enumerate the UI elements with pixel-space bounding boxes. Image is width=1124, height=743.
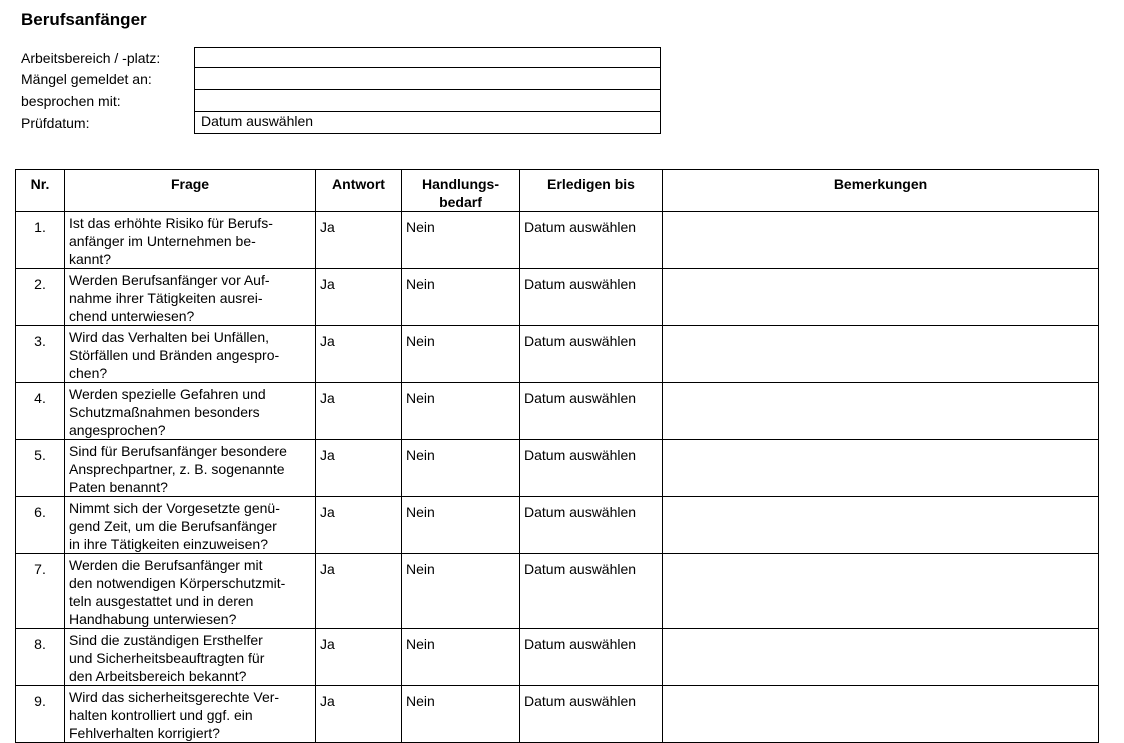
handlungsbedarf-dropdown[interactable]: Nein <box>402 269 520 326</box>
question-text-line: kannt? <box>69 251 112 267</box>
erledigen-bis-date-picker[interactable]: Datum auswählen <box>520 497 663 554</box>
row-number: 6. <box>16 497 65 554</box>
meta-row-pruefdatum <box>21 112 671 133</box>
header-handlungsbedarf-line1: Handlungs- <box>422 176 499 192</box>
handlungsbedarf-dropdown[interactable]: Nein <box>402 497 520 554</box>
question-text-line: Sind für Berufsanfänger besondere <box>69 443 287 459</box>
header-erledigen-bis: Erledigen bis <box>520 170 663 212</box>
question-text-line: Sind die zuständigen Ersthelfer <box>69 632 263 648</box>
row-number: 8. <box>16 629 65 686</box>
header-handlungsbedarf <box>402 170 520 212</box>
bemerkungen-field[interactable] <box>663 629 1099 686</box>
bemerkungen-field[interactable] <box>663 440 1099 497</box>
question-text-line: gend Zeit, um die Berufsanfänger <box>69 518 277 534</box>
question-text-line: Werden Berufsanfänger vor Auf- <box>69 272 270 288</box>
erledigen-bis-date-picker[interactable]: Datum auswählen <box>520 383 663 440</box>
bemerkungen-field[interactable] <box>663 497 1099 554</box>
question-text-line: Handhabung unterwiesen? <box>69 611 237 627</box>
handlungsbedarf-dropdown[interactable]: Nein <box>402 212 520 269</box>
checklist-table <box>15 169 1099 743</box>
erledigen-bis-date-picker[interactable]: Datum auswählen <box>520 554 663 629</box>
question-text-line: Wird das Verhalten bei Unfällen, <box>69 329 269 345</box>
table-row <box>16 440 1099 497</box>
question-text-line: Werden spezielle Gefahren und <box>69 386 266 402</box>
answer-dropdown[interactable]: Ja <box>316 686 402 743</box>
question-cell <box>65 269 316 326</box>
erledigen-bis-date-picker[interactable]: Datum auswählen <box>520 269 663 326</box>
arbeitsbereich-field[interactable] <box>194 47 661 68</box>
header-nr: Nr. <box>16 170 65 212</box>
header-handlungsbedarf-line2: bedarf <box>439 194 482 210</box>
erledigen-bis-date-picker[interactable]: Datum auswählen <box>520 326 663 383</box>
bemerkungen-field[interactable] <box>663 686 1099 743</box>
question-text-line: den Arbeitsbereich bekannt? <box>69 668 247 684</box>
bemerkungen-field[interactable] <box>663 269 1099 326</box>
answer-dropdown[interactable]: Ja <box>316 212 402 269</box>
header-bemerkungen: Bemerkungen <box>663 170 1099 212</box>
question-text-line: chen? <box>69 365 108 381</box>
question-text-line: Ansprechpartner, z. B. sogenannte <box>69 461 285 477</box>
answer-dropdown[interactable]: Ja <box>316 440 402 497</box>
table-row <box>16 326 1099 383</box>
meta-label: besprochen mit: <box>21 93 121 109</box>
bemerkungen-field[interactable] <box>663 554 1099 629</box>
question-text-line: anfänger im Unternehmen be- <box>69 233 256 249</box>
meta-row-besprochen <box>21 90 671 111</box>
besprochen-mit-field[interactable] <box>194 90 661 112</box>
meta-row-maengel <box>21 68 671 89</box>
meta-label: Mängel gemeldet an: <box>21 71 152 87</box>
answer-dropdown[interactable]: Ja <box>316 383 402 440</box>
bemerkungen-field[interactable] <box>663 326 1099 383</box>
meta-label: Arbeitsbereich / -platz: <box>21 50 161 66</box>
answer-dropdown[interactable]: Ja <box>316 326 402 383</box>
handlungsbedarf-dropdown[interactable]: Nein <box>402 383 520 440</box>
page-title: Berufsanfänger <box>21 10 147 29</box>
question-text-line: teln ausgestattet und in deren <box>69 593 254 609</box>
question-cell <box>65 212 316 269</box>
table-row <box>16 686 1099 743</box>
row-number: 5. <box>16 440 65 497</box>
handlungsbedarf-dropdown[interactable]: Nein <box>402 440 520 497</box>
pruefdatum-date-picker[interactable]: Datum auswählen <box>194 112 661 134</box>
row-number: 3. <box>16 326 65 383</box>
header-frage: Frage <box>65 170 316 212</box>
bemerkungen-field[interactable] <box>663 383 1099 440</box>
question-cell <box>65 440 316 497</box>
handlungsbedarf-dropdown[interactable]: Nein <box>402 554 520 629</box>
question-text-line: angesprochen? <box>69 422 166 438</box>
question-text-line: Wird das sicherheitsgerechte Ver- <box>69 689 280 705</box>
handlungsbedarf-dropdown[interactable]: Nein <box>402 629 520 686</box>
question-cell <box>65 383 316 440</box>
question-text-line: Ist das erhöhte Risiko für Berufs- <box>69 215 273 231</box>
question-text-line: Fehlverhalten korrigiert? <box>69 725 220 741</box>
header-antwort: Antwort <box>316 170 402 212</box>
question-text-line: den notwendigen Körperschutzmit- <box>69 575 286 591</box>
maengel-gemeldet-field[interactable] <box>194 68 661 90</box>
row-number: 7. <box>16 554 65 629</box>
question-text-line: und Sicherheitsbeauftragten für <box>69 650 265 666</box>
handlungsbedarf-dropdown[interactable]: Nein <box>402 326 520 383</box>
erledigen-bis-date-picker[interactable]: Datum auswählen <box>520 686 663 743</box>
question-text-line: Werden die Berufsanfänger mit <box>69 557 263 573</box>
bemerkungen-field[interactable] <box>663 212 1099 269</box>
question-text-line: Schutzmaßnahmen besonders <box>69 404 260 420</box>
question-cell <box>65 497 316 554</box>
row-number: 9. <box>16 686 65 743</box>
question-cell <box>65 686 316 743</box>
table-row <box>16 497 1099 554</box>
question-text-line: Paten benannt? <box>69 479 168 495</box>
meta-row-arbeitsbereich <box>21 47 671 68</box>
erledigen-bis-date-picker[interactable]: Datum auswählen <box>520 440 663 497</box>
answer-dropdown[interactable]: Ja <box>316 497 402 554</box>
erledigen-bis-date-picker[interactable]: Datum auswählen <box>520 629 663 686</box>
row-number: 4. <box>16 383 65 440</box>
question-text-line: Nimmt sich der Vorgesetzte genü- <box>69 500 280 516</box>
question-text-line: nahme ihrer Tätigkeiten ausrei- <box>69 290 263 306</box>
question-cell <box>65 326 316 383</box>
table-row <box>16 383 1099 440</box>
table-header-row <box>16 170 1099 212</box>
table-row <box>16 269 1099 326</box>
question-text-line: halten kontrolliert und ggf. ein <box>69 707 253 723</box>
answer-dropdown[interactable]: Ja <box>316 269 402 326</box>
question-text-line: chend unterwiesen? <box>69 308 195 324</box>
table-row <box>16 554 1099 629</box>
row-number: 1. <box>16 212 65 269</box>
handlungsbedarf-dropdown[interactable]: Nein <box>402 686 520 743</box>
question-text-line: in ihre Tätigkeiten einzuweisen? <box>69 536 268 552</box>
question-cell <box>65 554 316 629</box>
table-row <box>16 212 1099 269</box>
erledigen-bis-date-picker[interactable]: Datum auswählen <box>520 212 663 269</box>
question-text-line: Störfällen und Bränden angespro- <box>69 347 280 363</box>
row-number: 2. <box>16 269 65 326</box>
answer-dropdown[interactable]: Ja <box>316 554 402 629</box>
answer-dropdown[interactable]: Ja <box>316 629 402 686</box>
meta-label: Prüfdatum: <box>21 115 90 131</box>
question-cell <box>65 629 316 686</box>
table-row <box>16 629 1099 686</box>
